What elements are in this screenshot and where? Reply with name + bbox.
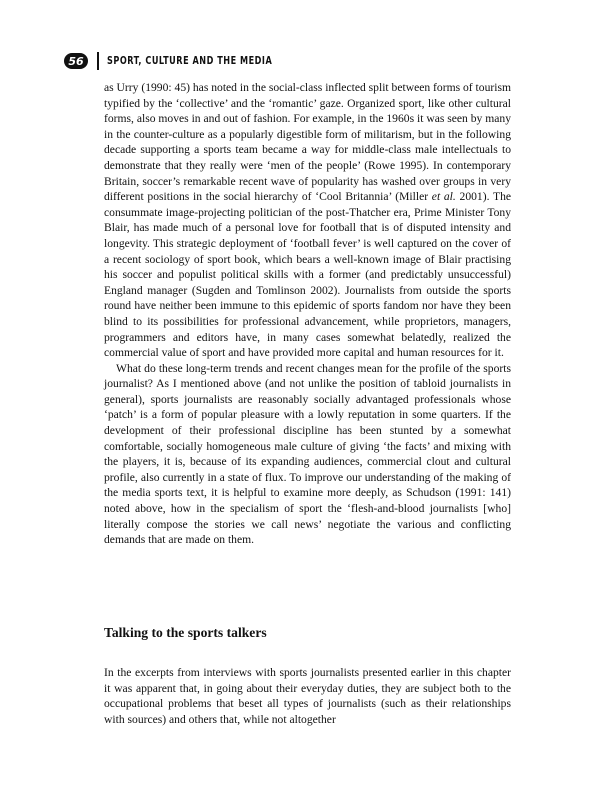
page-number: 56 [64,53,88,69]
main-text [104,80,511,548]
paragraph-text: 2001). The consummate image-projecting politician of the post-Thatcher era, Prime Minister Tony Blair, has made much of a personal love for football that is of disputed intensity and longevity. This strategic deployment of ‘football fever’ is well captured on the cover of a recent sociology of sport book, which bears a well-known image of Blair practising his soccer and populist political skills with a former (and predictably unsuccessful) England manager (Sugden and Tomlinson 2002). Journalists from outside the sports round have neither been immune to this epidemic of sports fandom nor have they been blind to its possibilities for professional advancement, while proprietors, managers, programmers and editors have, in many cases somewhat belatedly, realized the commercial value of sport and have provided more capital and human resources for it. [104,190,512,360]
paragraph [104,80,511,361]
section-text [104,665,511,727]
header-divider [97,52,99,70]
paragraph-text: as Urry (1990: 45) has noted in the social-class inflected split between forms of tourism typified by the ‘collective’ and the ‘romantic’ gaze. Organized sport, like other cultural forms, also moves in and out of fashion. For example, in the 1960s it was seen by many in the counter-culture as a popularly digestible form of militarism, but in the following decade supporting a sports team became a way for middle-class male intellectuals to demonstrate that they really were ‘men of the people’ (Rowe 1995). In contemporary Britain, soccer’s remarkable recent wave of popularity has washed over groups in very different positions in the social hierarchy of ‘Cool Britannia’ (Miller [104,81,512,204]
italic-text: et al. [431,190,456,204]
running-head: SPORT, CULTURE AND THE MEDIA [107,55,273,67]
paragraph: What do these long-term trends and recent changes mean for the profile of the sports journalist? As I mentioned above (and not unlike the position of tabloid journalists in general), sports journalists are reasonably socially advantaged professionals whose ‘patch’ is a form of popular pleasure with a lowly reputation in some quarters. If the development of their professional discipline has been stunted by a somewhat comfortable, socially homogeneous male culture of giving ‘the facts’ and mixing with the players, it is, because of its expanding audiences, commercial clout and cultural profile, also currently in a state of flux. To improve our understanding of the making of the media sports text, it is helpful to examine more deeply, as Schudson (1991: 141) noted above, how in the specialism of sport the ‘flesh-and-blood journalists [who] literally compose the stories we call news’ negotiate the various and conflicting demands that are made on them. [104,361,511,547]
paragraph: In the excerpts from interviews with sports journalists presented earlier in this chapter it was apparent that, in going about their everyday duties, they are subject both to the occupational problems that beset all types of journalists (such as their relationships with sources) and others that, while not altogether [104,666,511,726]
page-header [64,50,299,72]
section-heading: Talking to the sports talkers [104,625,267,640]
